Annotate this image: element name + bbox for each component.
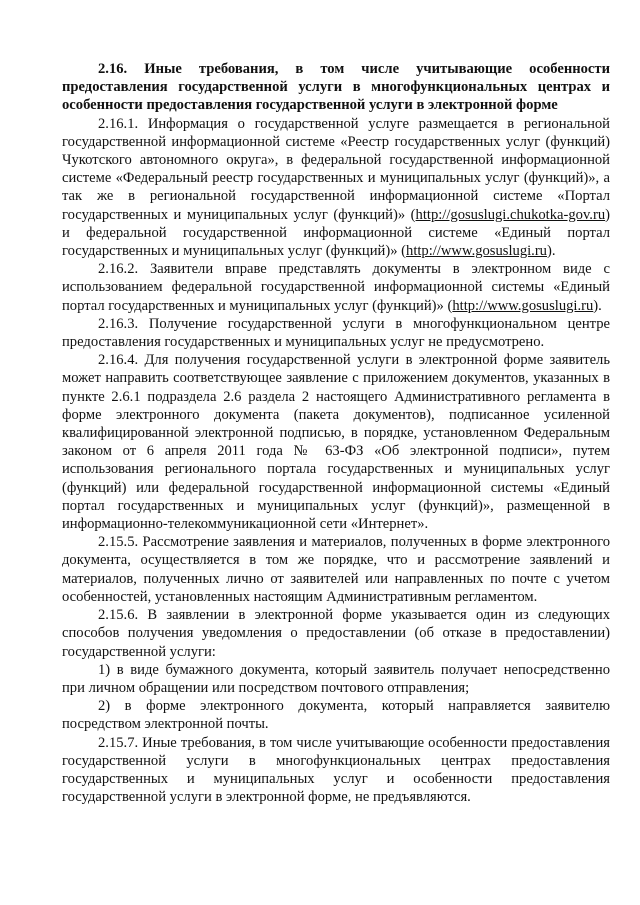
paragraph-text: ). — [546, 243, 556, 260]
paragraph-text: 2.16.1. Информация о государственной услуге размещается в региональной государственной информационной системе «Реестр государственных услуг (функций) Чукотского автономного округа», в федеральной государственной информационной системе «Федеральный реестр государственных и муниципальных услуг (функций)», а так же в региональной государственной информационной системе «Портал государственных и муниципальных услуг (функций)» ( — [62, 115, 610, 223]
paragraph-2-15-7: 2.15.7. Иные требования, в том числе учитывающие особенности предоставления государственной услуги в многофункциональных центрах предоставления государственных и муниципальных услуг и особенности предоставления государственной услуги в электронной форме, не предъявляются. — [62, 734, 610, 806]
paragraph-2-15-6: 2.15.6. В заявлении в электронной форме указывается один из следующих способов получения уведомления о предоставлении (об отказе в предоставлении) государственной услуги: — [62, 607, 610, 660]
paragraph-text: ). — [593, 297, 602, 314]
paragraph-2-16-3: 2.16.3. Получение государственной услуги в многофункциональном центре предоставления государственных и муниципальных услуг не предусмотрено. — [62, 315, 610, 351]
list-item-paper-document: 1) в виде бумажного документа, который заявитель получает непосредственно при личном обращении или посредством почтового отправления; — [62, 661, 610, 696]
paragraph-2-16-1 — [62, 115, 610, 261]
section-heading: 2.16. Иные требования, в том числе учитывающие особенности предоставления государственной услуги в многофункциональных центрах и особенности предоставления государственной услуги в электронной форме — [62, 61, 610, 114]
list-item-electronic-document: 2) в форме электронного документа, который направляется заявителю посредством электронной почты. — [62, 698, 610, 733]
paragraph-text: ) и федеральной государственной информационной системе «Единый портал государственных и муниципальных услуг (функций)» ( — [62, 206, 610, 260]
federal-portal-link[interactable]: http://www.gosuslugi.ru — [452, 297, 594, 314]
document-page — [62, 60, 610, 806]
paragraph-2-15-5: 2.15.5. Рассмотрение заявления и материалов, полученных в форме электронного документа, осуществляется в том же порядке, что и рассмотрение заявлений и материалов, полученных лично от заявителей или направленных по почте с учетом особенностей, установленных настоящим Административным регламентом. — [62, 534, 610, 605]
paragraph-2-16-2 — [62, 260, 610, 315]
paragraph-text: 2.16.2. Заявители вправе представлять документы в электронном виде с использованием федеральной государственной информационной системы «Единый портал государственных и муниципальных услуг (функций)» ( — [62, 261, 610, 314]
paragraph-2-16-4: 2.16.4. Для получения государственной услуги в электронной форме заявитель может направить соответствующее заявление с приложением документов, указанных в пункте 2.6.1 подраздела 2.6 раздела 2 настоящего Административного регламента в форме электронного документа (пакета документов), подписанное усиленной квалифицированной электронной подписью, в порядке, установленном Федеральным законом от 6 апреля 2011 года № 63-ФЗ «Об электронной подписи», путем использования регионального портала государственных и муниципальных услуг (функций) или федеральной государственной информационной системы «Единый портал государственных и муниципальных услуг (функций)», размещенной в информационно-телекоммуникационной сети «Интернет». — [62, 352, 610, 533]
regional-portal-link[interactable]: http://gosuslugi.chukotka-gov.ru — [415, 206, 606, 223]
federal-portal-link[interactable]: http://www.gosuslugi.ru — [406, 243, 547, 260]
